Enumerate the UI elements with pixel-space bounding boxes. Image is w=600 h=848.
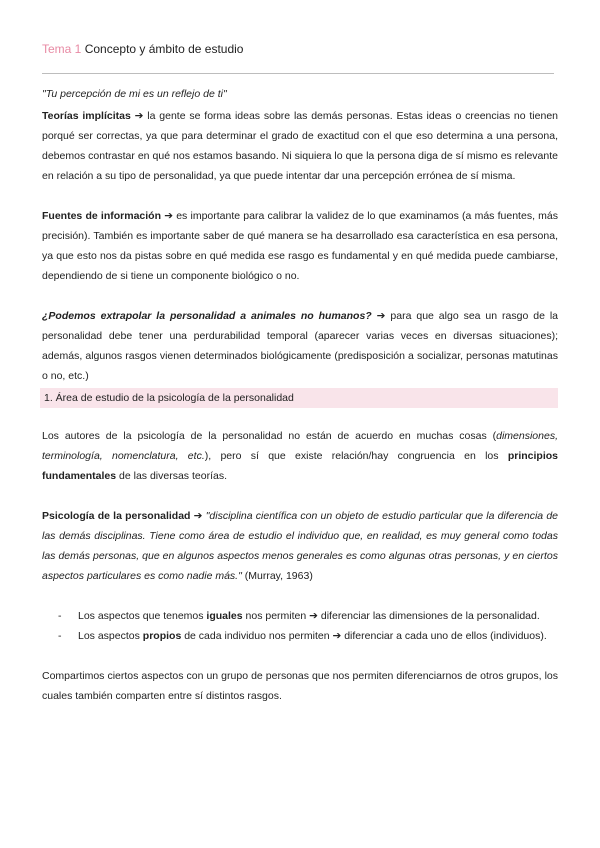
paragraph-text: la gente se forma ideas sobre las demás personas. Estas ideas o creencias no tienen porqué ser correctas, ya que para determinar el grado de exactitud con el que eso determina a una persona, debemos contrastar en qué nos estamos basando. Ni siquiera lo que la persona diga de sí mismo es relevante en relación a su tipo de personalidad, ya que puede intentar dar una percepción errónea de sí misma. — [42, 110, 558, 182]
bold-run: propios — [142, 630, 182, 642]
term-teorias: Teorías implícitas — [42, 110, 131, 122]
italic-run: dimensiones, terminología, nomenclatura, etc. — [42, 430, 558, 462]
spacer — [42, 646, 558, 666]
paragraph-fuentes — [42, 206, 558, 286]
page-header — [42, 42, 243, 56]
term-fuentes: Fuentes de información — [42, 210, 161, 222]
aspects-list — [42, 606, 558, 646]
paragraph-teorias — [42, 106, 558, 186]
arrow-icon: ➔ — [134, 110, 144, 122]
list-item — [42, 606, 558, 626]
term-animales: ¿Podemos extrapolar la personalidad a animales no humanos? — [42, 310, 372, 322]
text-run: Los autores de la psicología de la personalidad no están de acuerdo en muchas cosas ( — [42, 430, 497, 442]
text-run: ), pero sí que existe relación/hay congruencia en los — [204, 450, 508, 462]
opening-quote: "Tu percepción de mi es un reflejo de ti" — [42, 88, 227, 100]
spacer — [42, 486, 558, 506]
text-run: Los aspectos — [78, 630, 143, 642]
arrow-icon: ➔ — [376, 310, 386, 322]
text-run: de cada individuo nos permiten — [181, 630, 333, 642]
paragraph-animales — [42, 306, 558, 386]
header-divider — [42, 73, 554, 74]
spacer — [42, 186, 558, 206]
dash-bullet: - — [58, 610, 62, 622]
text-run: de las diversas teorías. — [116, 470, 227, 482]
bold-run: principios fundamentales — [42, 450, 558, 482]
murray-quote: "disciplina científica con un objeto de estudio particular que la diferencia de las demás disciplinas. Tiene como área de estudio el individuo que, en realidad, es muy general como todas las demás personas, que en algunos aspectos menos generales es como algunas otras personas, y en ciertos aspectos particulares es como nadie más." — [42, 510, 559, 582]
text-run: Los aspectos que tenemos — [78, 610, 207, 622]
term-psicologia: Psicología de la personalidad — [42, 510, 191, 522]
document-body — [42, 84, 558, 706]
paragraph-text: es importante para calibrar la validez de lo que examinamos (a más fuentes, más precisión). También es importante saber de qué manera se ha desarrollado esa característica en esa persona, ya que esto nos da pistas sobre en qué medida ese rasgo es fundamental y en qué medida puede cambiarse, dependiendo de si tiene un componente biológico o no. — [42, 210, 559, 282]
section-heading: 1. Área de estudio de la psicología de la personalidad — [40, 388, 558, 408]
spacer — [42, 586, 558, 606]
paragraph-autores — [42, 426, 558, 486]
dash-bullet: - — [58, 630, 62, 642]
arrow-icon: ➔ — [193, 510, 203, 522]
paragraph-psicologia — [42, 506, 558, 586]
text-run: diferenciar las dimensiones de la personalidad. — [317, 610, 540, 622]
bold-run: iguales — [206, 610, 243, 622]
arrow-icon: ➔ — [164, 210, 174, 222]
list-item — [42, 626, 558, 646]
paragraph-compartimos: Compartimos ciertos aspectos con un grupo de personas que nos permiten diferenciarnos de otros grupos, los cuales también comparten entre sí distintos rasgos. — [42, 670, 558, 702]
text-run: diferenciar a cada uno de ellos (individuos). — [341, 630, 547, 642]
citation: (Murray, 1963) — [244, 570, 313, 582]
arrow-icon: ➔ — [309, 610, 318, 622]
arrow-icon: ➔ — [332, 630, 342, 642]
spacer — [42, 286, 558, 306]
tema-label: Tema 1 — [42, 42, 82, 56]
header-title: Concepto y ámbito de estudio — [84, 42, 244, 56]
paragraph-text: para que algo sea un rasgo de la personalidad debe tener una perdurabilidad temporal (aparecer varias veces en diversas situaciones); además, algunos rasgos vienen determinados biológicamente (predisposición a socializar, personas matutinas o no, etc.) — [42, 310, 559, 382]
text-run: nos permiten — [242, 610, 310, 622]
